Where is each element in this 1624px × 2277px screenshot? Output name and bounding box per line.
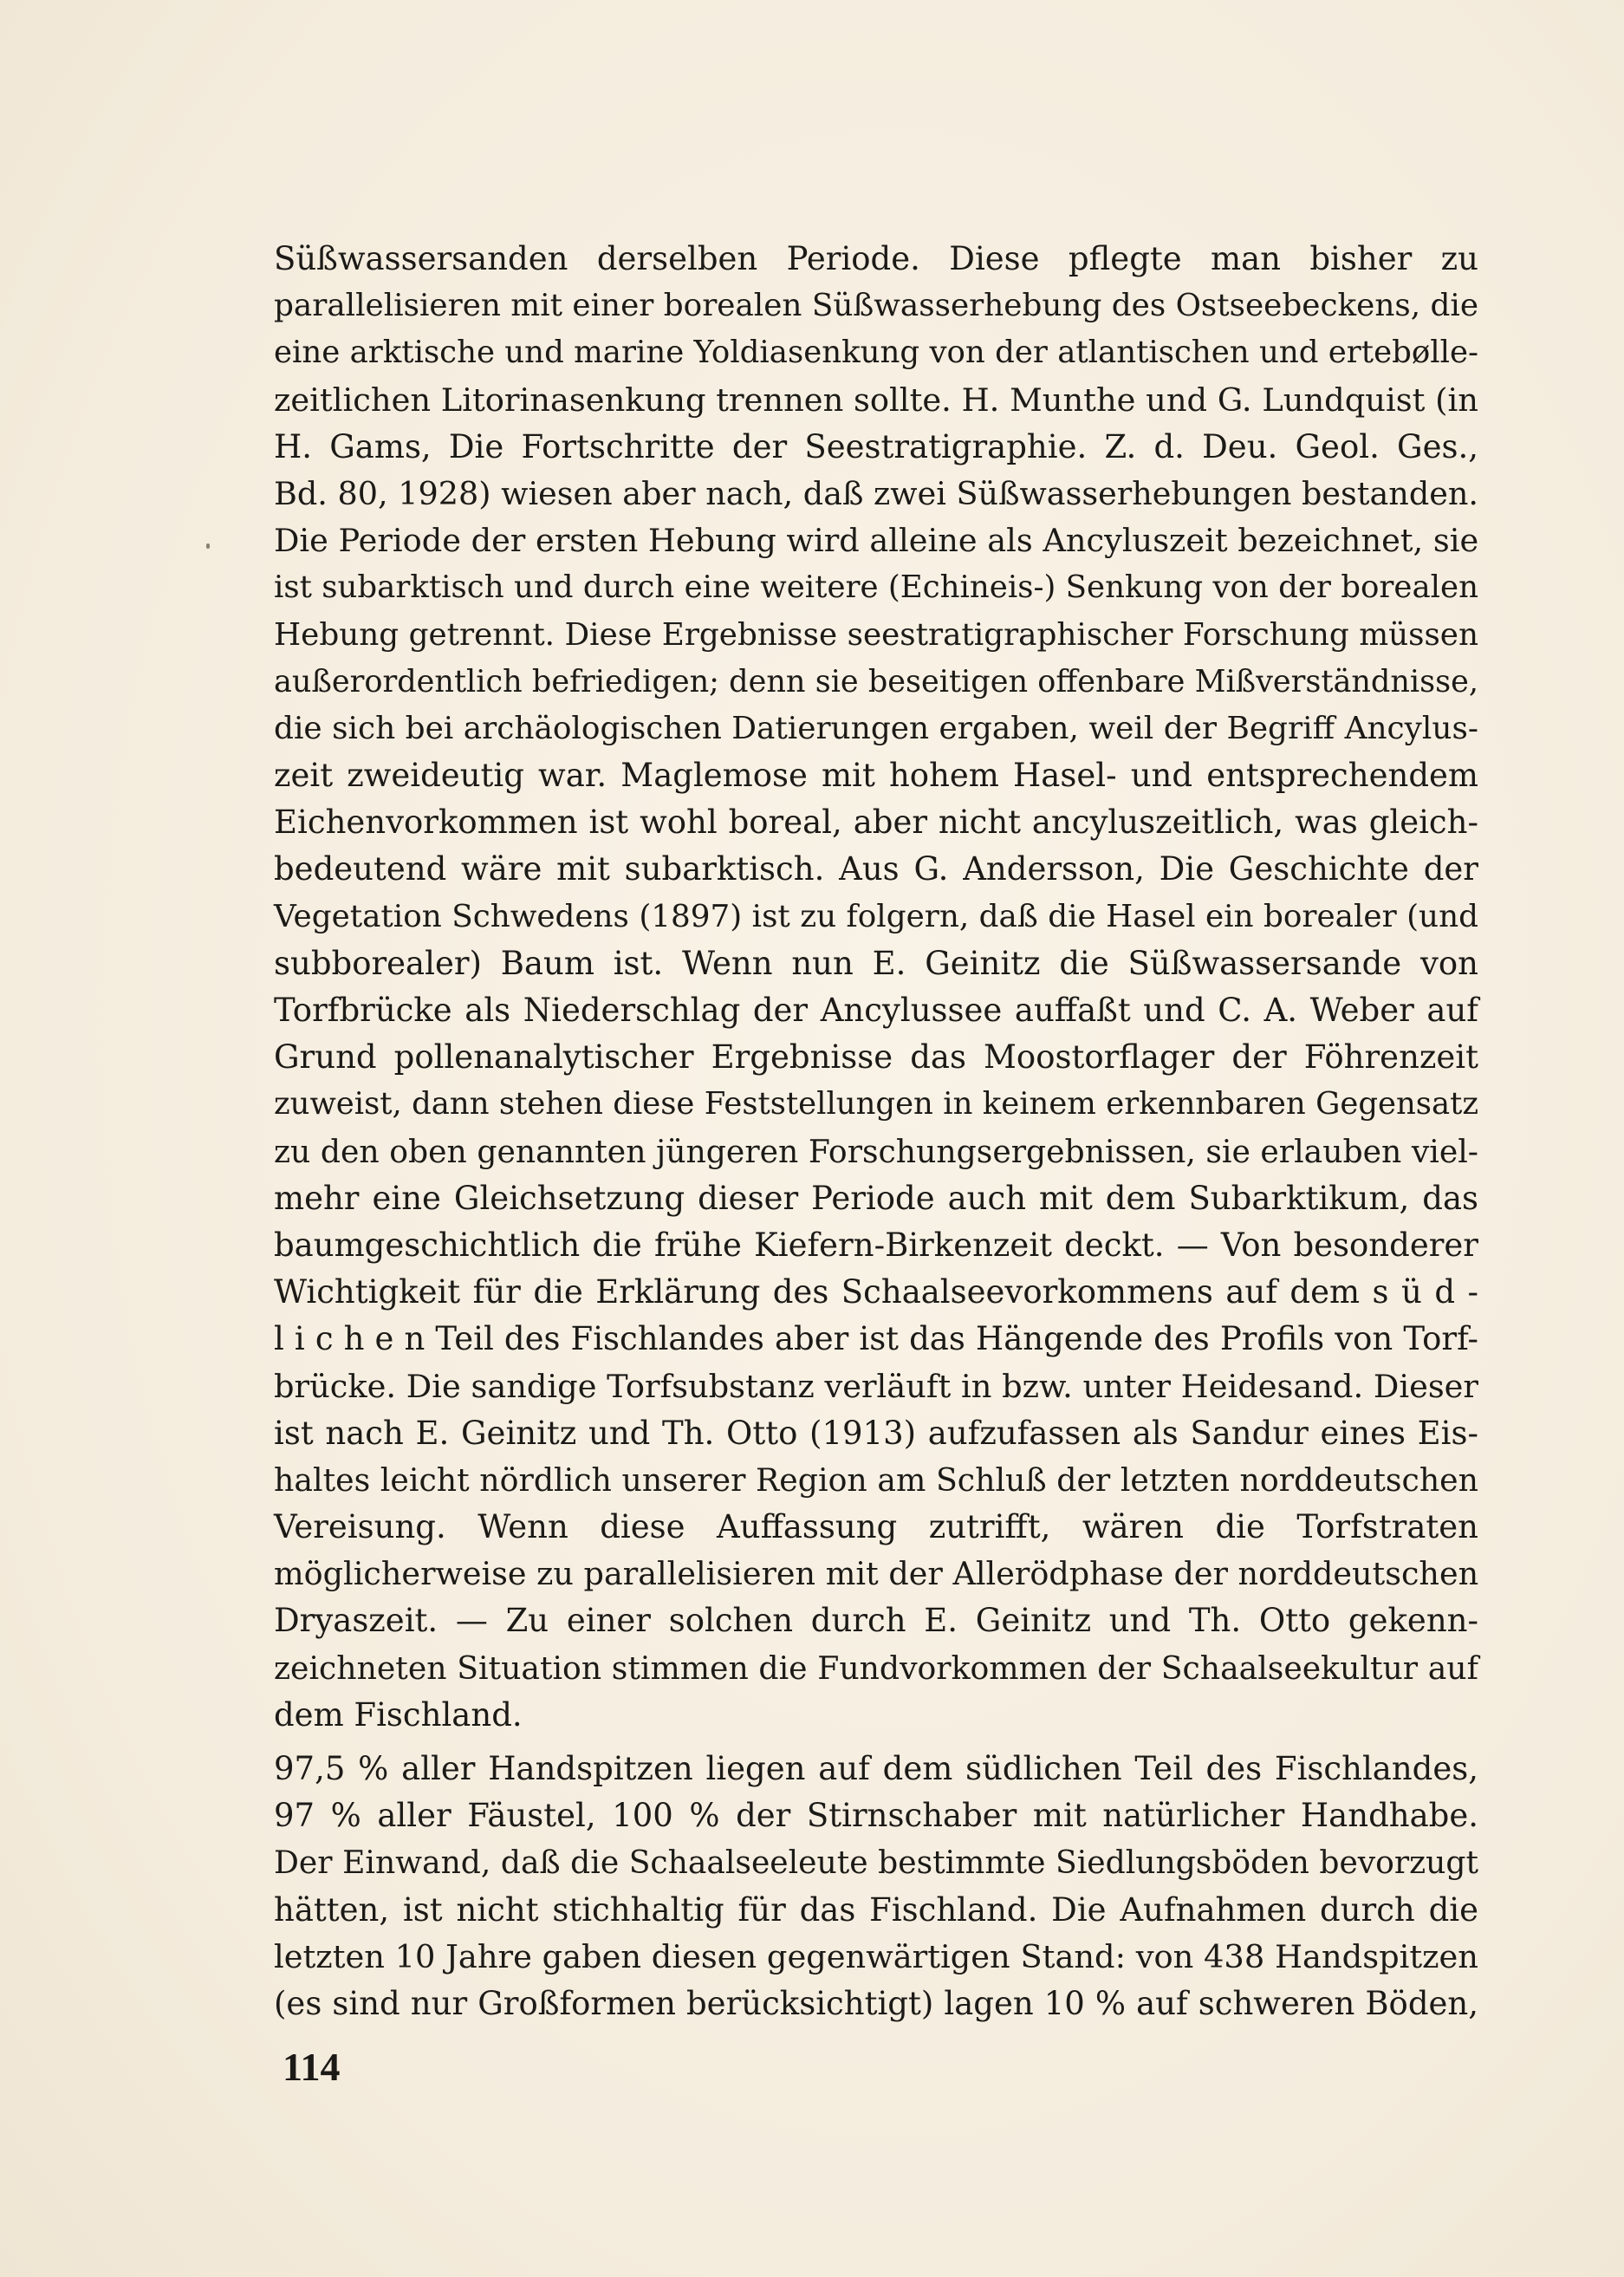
text-line: Hebung getrennt. Diese Ergebnisse seestratigraphischer Forschung müssen	[274, 616, 1478, 653]
text-line: Eichenvorkommen ist wohl boreal, aber nicht ancyluszeitlich, was gleich-	[274, 803, 1478, 842]
paragraph	[274, 1746, 1478, 2027]
text-line: Wichtigkeit für die Erklärung des Schaalseevorkommens auf dem s ü d -	[274, 1273, 1478, 1311]
text-line: zeitlichen Litorinasenkung trennen sollte. H. Munthe und G. Lundquist (in	[274, 381, 1478, 419]
paragraph-gap	[274, 1739, 1478, 1746]
text-line: zeit zweideutig war. Maglemose mit hohem Hasel- und entsprechendem	[274, 757, 1478, 795]
text-line: ist nach E. Geinitz und Th. Otto (1913) aufzufassen als Sandur eines Eis-	[274, 1414, 1478, 1452]
body-text	[274, 236, 1478, 2027]
text-line: möglicherweise zu parallelisieren mit der Allerödphase der norddeutschen	[274, 1555, 1479, 1593]
text-line: 97,5 % aller Handspitzen liegen auf dem südlichen Teil des Fischlandes,	[274, 1750, 1478, 1787]
text-line: H. Gams, Die Fortschritte der Seestratigraphie. Z. d. Deu. Geol. Ges.,	[274, 427, 1478, 465]
text-line: parallelisieren mit einer borealen Süßwasserhebung des Ostseebeckens, die	[274, 288, 1479, 324]
text-line: baumgeschichtlich die frühe Kiefern-Birkenzeit deckt. — Von besonderer	[274, 1226, 1478, 1264]
text-line: l i c h e n Teil des Fischlandes aber ist das Hängende des Profils von Torf-	[274, 1320, 1478, 1358]
text-line: hätten, ist nicht stichhaltig für das Fischland. Die Aufnahmen durch die	[274, 1890, 1478, 1929]
text-line: letzten 10 Jahre gaben diesen gegenwärtigen Stand: von 438 Handspitzen	[274, 1937, 1478, 1975]
text-line: Süßwassersanden derselben Periode. Diese pflegte man bisher zu	[274, 240, 1478, 277]
text-line: Vegetation Schwedens (1897) ist zu folgern, daß die Hasel ein borealer (und	[274, 898, 1478, 934]
text-line: Torfbrücke als Niederschlag der Ancylussee auffaßt und C. A. Weber auf	[274, 992, 1478, 1029]
text-line: dem Fischland.	[274, 1695, 523, 1734]
text-line: außerordentlich befriedigen; denn sie beseitigen offenbare Mißverständnisse,	[274, 663, 1478, 699]
text-line: brücke. Die sandige Torfsubstanz verläuft in bzw. unter Heidesand. Dieser	[274, 1367, 1478, 1405]
text-line: zeichneten Situation stimmen die Fundvorkommen der Schaalseekultur auf	[274, 1649, 1478, 1687]
text-line: ist subarktisch und durch eine weitere (Echineis-) Senkung von der borealen	[274, 569, 1478, 606]
text-line: Die Periode der ersten Hebung wird alleine als Ancyluszeit bezeichnet, sie	[274, 522, 1479, 560]
paper-speck	[206, 543, 210, 549]
text-line: zu den oben genannten jüngeren Forschungsergebnissen, sie erlauben viel-	[274, 1132, 1478, 1170]
text-line: die sich bei archäologischen Datierungen ergaben, weil der Begriff Ancylus-	[274, 710, 1478, 746]
text-line: eine arktische und marine Yoldiasenkung von der atlantischen und ertebølle-	[274, 335, 1478, 371]
text-line: bedeutend wäre mit subarktisch. Aus G. Andersson, Die Geschichte der	[274, 850, 1478, 888]
text-line: subborealer) Baum ist. Wenn nun E. Geinitz die Süßwassersande von	[274, 944, 1478, 982]
text-line: Grund pollenanalytischer Ergebnisse das Moostorflager der Föhrenzeit	[274, 1038, 1478, 1077]
text-line: Vereisung. Wenn diese Auffassung zutrifft, wären die Torfstraten	[274, 1508, 1478, 1546]
text-line: mehr eine Gleichsetzung dieser Periode auch mit dem Subarktikum, das	[274, 1179, 1478, 1217]
text-line: (es sind nur Großformen berücksichtigt) lagen 10 % auf schweren Böden,	[274, 1984, 1478, 2022]
paragraph	[274, 236, 1478, 1739]
text-line: Dryaszeit. — Zu einer solchen durch E. Geinitz und Th. Otto gekenn-	[274, 1602, 1478, 1640]
text-line: Der Einwand, daß die Schaalseeleute bestimmte Siedlungsböden bevorzugt	[274, 1844, 1478, 1882]
page-number: 114	[283, 2045, 341, 2089]
text-line: zuweist, dann stehen diese Feststellungen in keinem erkennbaren Gegensatz	[274, 1086, 1478, 1122]
text-line: haltes leicht nördlich unserer Region am Schluß der letzten norddeutschen	[274, 1461, 1478, 1499]
text-line: Bd. 80, 1928) wiesen aber nach, daß zwei Süßwasserhebungen bestanden.	[274, 474, 1478, 512]
text-line: 97 % aller Fäustel, 100 % der Stirnschaber mit natürlicher Handhabe.	[274, 1797, 1478, 1835]
